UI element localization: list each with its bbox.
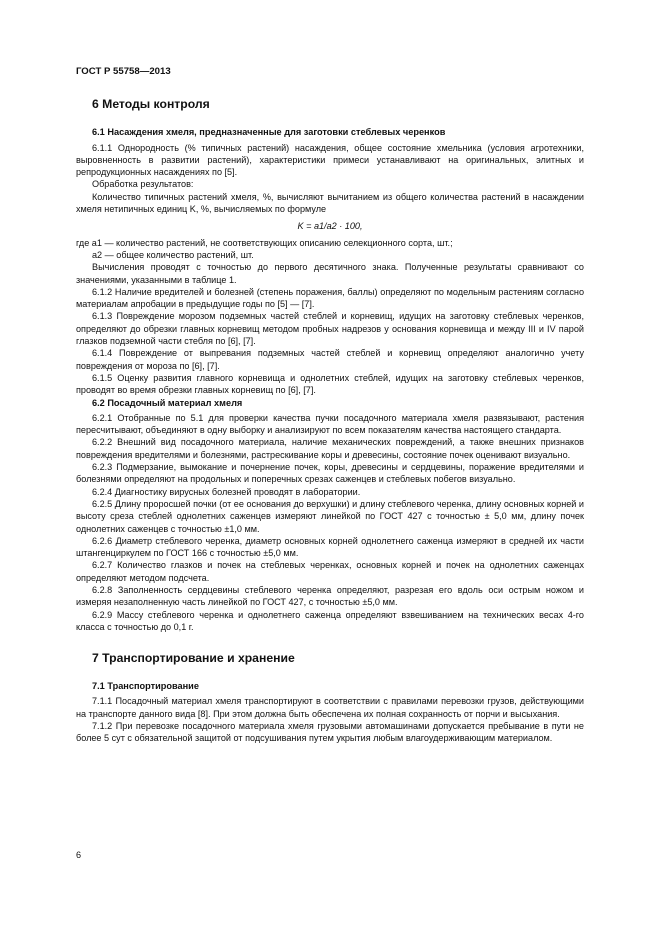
formula-where-a1: где a1 — количество растений, не соответствующих описанию селекционного сорта, шт.; [76,237,453,248]
paragraph-7-1-2: 7.1.2 При перевозке посадочного материала хмеля грузовыми автомашинами допускается пребывание в пути не более 5 сут с обязательной защитой от подсушивания путем укрытия любым влагоудерживающим материалом. [76,721,584,744]
paragraph-6-1-4: 6.1.4 Повреждение от выпревания подземных частей стеблей и корневищ определяют аналогично учету повреждения от мороза по [6], [7]. [76,348,584,371]
subsection-6-1-title: 6.1 Насаждения хмеля, предназначенные для заготовки стеблевых черенков [92,127,446,138]
paragraph-6-2-8: 6.2.8 Заполненность сердцевины стеблевого черенка определяют, разрезая его вдоль оси острым ножом и измеряя незаполненную часть линейкой по ГОСТ 427, с точностью ±5,0 мм. [76,584,584,608]
paragraph-6-2-6: 6.2.6 Диаметр стеблевого черенка, диаметр основных корней однолетнего саженца измеряют в средней их части штангенциркулем по ГОСТ 166 с точностью ±5,0 мм. [76,535,584,559]
subsection-6-2-title: 6.2 Посадочный материал хмеля [92,397,243,408]
subsection-7-1-title: 7.1 Транспортирование [92,681,199,692]
paragraph-6-1-3: 6.1.3 Повреждение морозом подземных частей стеблей и корневищ, идущих на заготовку стеблевых черенков, определяют до обрезки главных корневищ методом пробных надрезов у основания корневища и между III и IV парой глазков подземной части стебля по [6], [7]. [76,311,584,347]
paragraph-7-1-1: 7.1.1 Посадочный материал хмеля транспортируют в соответствии с правилами перевозки грузов, действующими на транспорте данного вида [8]. При этом должна быть обеспечена их полная сохранность от порчи и высыхания. [76,696,584,719]
paragraph-6-2-2: 6.2.2 Внешний вид посадочного материала, наличие механических повреждений, а также внешних признаков повреждения вредителями и болезнями, растрескивание коры и древесины, состояние почек оценивают визуально. [76,437,584,460]
paragraph-processing: Обработка результатов: [92,179,194,190]
paragraph-calculation: Вычисления проводят с точностью до первого десятичного знака. Полученные результаты сравнивают со значениями, указанными в таблице 1. [76,262,584,285]
paragraph-6-2-7: 6.2.7 Количество глазков и почек на стеблевых черенках, основных корней и почек на однолетних саженцах определяют методом подсчета. [76,560,584,583]
paragraph-6-1-1: 6.1.1 Однородность (% типичных растений) насаждения, общее состояние хмельника (условия агротехники, выровненность в развитии растений), характеристики примеси устанавливают на оригинальных, элитных и репродукционных насаждениях по [5]. [76,142,584,178]
paragraph-6-2-3: 6.2.3 Подмерзание, вымокание и почернение почек, коры, древесины и сердцевины, поражение вредителями и болезнями определяют на продольных и поперечных срезах саженцев и стеблевых побегов визуально. [76,462,584,485]
section-7-title: 7 Транспортирование и хранение [92,651,295,666]
document-header: ГОСТ Р 55758—2013 [76,66,171,77]
section-6-title: 6 Методы контроля [92,97,210,112]
page-number: 6 [76,850,82,860]
formula: K = a1/a2 · 100, [297,221,363,232]
document-page [76,66,584,745]
paragraph-6-2-4: 6.2.4 Диагностику вирусных болезней проводят в лаборатории. [92,486,361,497]
paragraph-typical-count: Количество типичных растений хмеля, %, вычисляют вычитанием из общего количества растений в насаждении хмеля нетипичных единиц K, %, вычисляемых по формуле [76,191,584,215]
paragraph-6-2-1: 6.2.1 Отобранные по 5.1 для проверки качества пучки посадочного материала хмеля развязывают, растения пересчитывают, объединяют в одну выборку и анализируют по всем показателям качества настоящего стандарта. [76,412,584,436]
paragraph-6-1-2: 6.1.2 Наличие вредителей и болезней (степень поражения, баллы) определяют по модельным растениям согласно материалам апробации в предыдущие годы по [5] — [7]. [76,286,584,310]
paragraph-6-2-5: 6.2.5 Длину проросшей почки (от ее основания до верхушки) и длину стеблевого черенка, длину основных корней и высоту среза стеблей однолетних саженцев измеряют линейкой по ГОСТ 427 с точностью ± 5,0 мм, длину почек однолетних саженцев с точностью ±1,0 мм. [76,498,584,534]
paragraph-6-1-5: 6.1.5 Оценку развития главного корневища и однолетних стеблей, идущих на заготовку стеблевых черенков, проводят во время обрезки главных корневищ по [6], [7]. [76,372,584,396]
formula-where-a2: a2 — общее количество растений, шт. [92,249,254,260]
paragraph-6-2-9: 6.2.9 Массу стеблевого черенка и однолетнего саженца определяют взвешиванием на технических весах 4-го класса с точностью до 0,1 г. [76,609,584,632]
